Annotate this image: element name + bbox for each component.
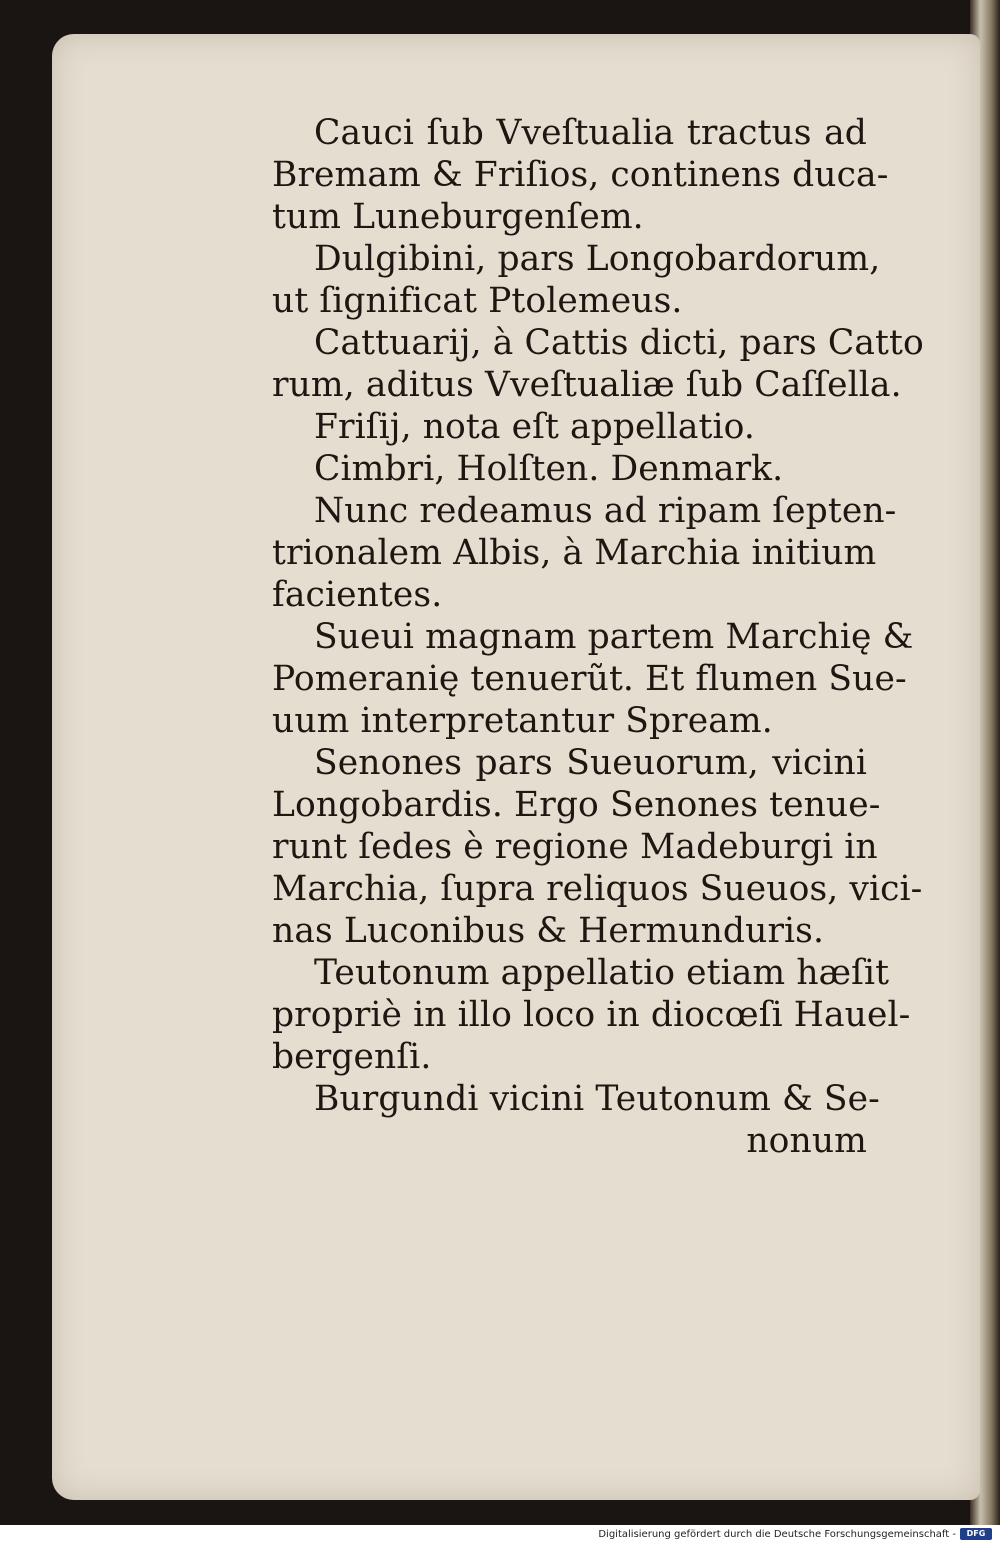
text-line: Sueui magnam partem Marchię &: [314, 617, 914, 657]
dfg-logo-icon: DFG: [960, 1528, 992, 1540]
footer: [0, 1525, 1000, 1543]
text-line: Cattuarij, à Cattis dicti, pars Catto: [314, 323, 924, 363]
page-text: [272, 112, 924, 1162]
text-line: Bremam & Friſios, continens duca-: [272, 155, 889, 195]
text-line: Marchia, ſupra reliquos Sueuos, vici-: [272, 869, 923, 909]
text-line: nonum: [746, 1121, 867, 1161]
text-line: Burgundi vicini Teutonum & Se-: [314, 1079, 880, 1119]
text-line: Senones pars Sueuorum, vicini: [314, 743, 867, 783]
text-line: Cauci ſub Vveſtualia tractus ad: [314, 113, 867, 153]
text-line: propriè in illo loco in diocœſi Hauel-: [272, 995, 911, 1035]
text-line: runt ſedes è regione Madeburgi in: [272, 827, 878, 867]
text-line: Cimbri, Holſten. Denmark.: [314, 449, 784, 489]
text-line: bergenſi.: [272, 1037, 432, 1077]
footer-credit: Digitalisierung gefördert durch die Deutsche Forschungsgemeinschaft -: [598, 1529, 956, 1540]
text-line: Nunc redeamus ad ripam ſepten-: [314, 491, 897, 531]
text-line: trionalem Albis, à Marchia initium: [272, 533, 877, 573]
text-line: rum, aditus Vveſtualiæ ſub Caſſella.: [272, 365, 902, 405]
text-line: Friſij, nota eſt appellatio.: [314, 407, 755, 447]
text-line: facientes.: [272, 575, 443, 615]
text-line: Teutonum appellatio etiam hæſit: [314, 953, 890, 993]
text-line: Longobardis. Ergo Senones tenue-: [272, 785, 881, 825]
text-line: ut ſignificat Ptolemeus.: [272, 281, 683, 321]
text-line: nas Luconibus & Hermunduris.: [272, 911, 825, 951]
text-line: Pomeranię tenuerũt. Et flumen Sue-: [272, 659, 907, 699]
text-line: tum Luneburgenſem.: [272, 197, 644, 237]
text-line: Dulgibini, pars Longobardorum,: [314, 239, 881, 279]
text-line: uum interpretantur Spream.: [272, 701, 773, 741]
